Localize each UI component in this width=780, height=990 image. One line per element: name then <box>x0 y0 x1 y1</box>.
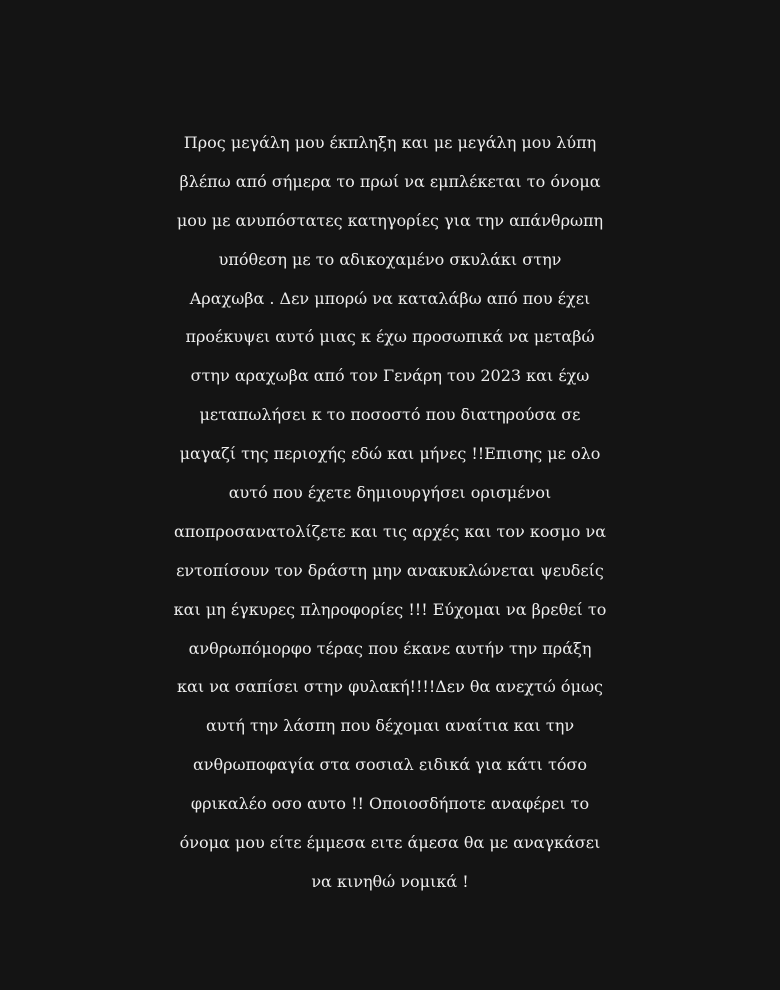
statement-line: εντοπίσουν τον δράστη μην ανακυκλώνεται ψευδείς <box>176 560 604 580</box>
statement-line: μαγαζί της περιοχής εδώ και μήνες !!Επισης με ολο <box>179 444 601 464</box>
statement-line: ανθρωποφαγία στα σοσιαλ ειδικά για κάτι τόσο <box>192 755 588 775</box>
statement-line: μου με ανυπόστατες κατηγορίες για την απάνθρωπη <box>176 210 604 230</box>
statement-line: και να σαπίσει στην φυλακή!!!!Δεν θα ανεχτώ όμως <box>177 677 603 697</box>
statement-text <box>0 124 780 902</box>
statement-line: να κινηθώ νομικά ! <box>311 871 469 891</box>
statement-line: και μη έγκυρες πληροφορίες !!! Εύχομαι να βρεθεί το <box>173 599 607 619</box>
statement-line: φρικαλέο οσο αυτο !! Οποιοσδήποτε αναφέρει το <box>190 794 590 814</box>
statement-line: αυτή την λάσπη που δέχομαι αναίτια και την <box>205 716 575 736</box>
statement-line: προέκυψει αυτό μιας κ έχω προσωπικά να μεταβώ <box>185 327 595 347</box>
statement-line: αυτό που έχετε δημιουργήσει ορισμένοι <box>228 483 552 503</box>
statement-line: στην αραχωβα από τον Γενάρη του 2023 και έχω <box>190 366 590 386</box>
statement-line: αποπροσανατολίζετε και τις αρχές και τον κοσμο να <box>173 521 607 541</box>
statement-line: υπόθεση με το αδικοχαμένο σκυλάκι στην <box>218 249 562 269</box>
statement-line: βλέπω από σήμερα το πρωί να εμπλέκεται το όνομα <box>179 171 601 191</box>
statement-line: μεταπωλήσει κ το ποσοστό που διατηρούσα σε <box>199 405 581 425</box>
statement-line: Προς μεγάλη μου έκπληξη και με μεγάλη μου λύπη <box>183 133 597 152</box>
statement-line: Αραχωβα . Δεν μπορώ να καταλάβω από που έχει <box>189 288 591 308</box>
statement-line: ανθρωπόμορφο τέρας που έκανε αυτήν την πράξη <box>188 638 592 658</box>
statement-line: όνομα μου είτε έμμεσα ειτε άμεσα θα με αναγκάσει <box>179 833 601 853</box>
